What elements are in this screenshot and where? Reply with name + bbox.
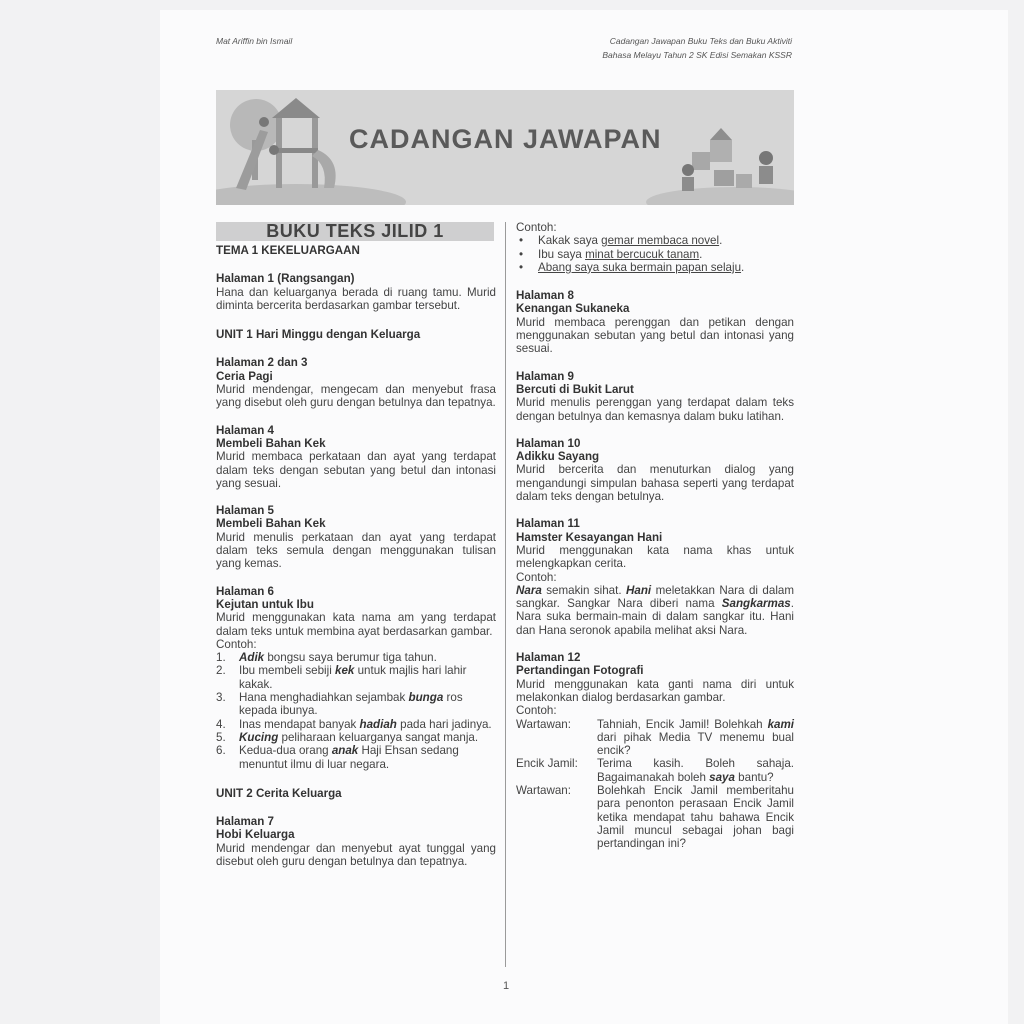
h11-subtitle: Hamster Kesayangan Hani bbox=[516, 530, 663, 544]
dialogue-speaker: Encik Jamil: bbox=[516, 757, 578, 771]
h5-title: Halaman 5 bbox=[216, 504, 274, 518]
left-column bbox=[216, 222, 496, 868]
list-item: 6. Kedua-dua orang anak Haji Ehsan sedang menuntut ilmu di luar negara. bbox=[216, 744, 459, 771]
dialogue-line: Terima kasih. Boleh sahaja. Bagaimanakah boleh saya bantu? bbox=[597, 757, 794, 784]
h12-text: Murid menggunakan kata ganti nama diri untuk melakonkan dialog berdasarkan gambar. bbox=[516, 677, 794, 704]
h1-title: Halaman 1 (Rangsangan) bbox=[216, 272, 355, 286]
h4-title: Halaman 4 bbox=[216, 423, 274, 437]
h6-text: Murid menggunakan kata nama am yang terdapat dalam teks untuk membina ayat berdasarkan gambar. bbox=[216, 611, 496, 638]
h2-subtitle: Ceria Pagi bbox=[216, 369, 273, 383]
bullet-list bbox=[516, 234, 794, 274]
dialogue-line: Tahniah, Encik Jamil! Bolehkah kami dari pihak Media TV menemu bual encik? bbox=[597, 717, 794, 758]
list-item: 2. Ibu membeli sebiji kek untuk majlis hari lahir kakak. bbox=[216, 664, 467, 691]
h8-title: Halaman 8 bbox=[516, 289, 574, 303]
h6-subtitle: Kejutan untuk Ibu bbox=[216, 597, 314, 611]
header-author: Mat Ariffin bin Ismail bbox=[216, 36, 293, 46]
list-item: 4. Inas mendapat banyak hadiah pada hari jadinya. bbox=[216, 717, 492, 731]
banner bbox=[216, 90, 794, 205]
contoh-label: Contoh: bbox=[516, 221, 557, 234]
h9-subtitle: Bercuti di Bukit Larut bbox=[516, 382, 634, 396]
contoh-label: Contoh: bbox=[516, 704, 557, 718]
h7-subtitle: Hobi Keluarga bbox=[216, 828, 295, 842]
list-item: • Abang saya suka bermain papan selaju. bbox=[519, 260, 745, 274]
column-divider bbox=[505, 222, 506, 967]
tema-heading: TEMA 1 KEKELUARGAAN bbox=[216, 244, 360, 257]
list-item: • Ibu saya minat bercucuk tanam. bbox=[519, 247, 703, 261]
list-item: • Kakak saya gemar membaca novel. bbox=[519, 234, 723, 248]
h11-example: Nara semakin sihat. Hani meletakkan Nara di dalam sangkar. Sangkar Nara diberi nama Sangkarmas. Nara suka bermain-main di dalam sangkar itu. Hani dan Hana seronok apabila melihat aksi Nara. bbox=[516, 583, 794, 637]
h8-subtitle: Kenangan Sukaneka bbox=[516, 302, 630, 316]
h7-text: Murid mendengar dan menyebut ayat tunggal yang disebut oleh guru dengan betulnya dan tepatnya. bbox=[216, 841, 496, 868]
unit2-heading: UNIT 2 Cerita Keluarga bbox=[216, 786, 342, 800]
h5-subtitle: Membeli Bahan Kek bbox=[216, 517, 326, 531]
banner-title: CADANGAN JAWAPAN bbox=[349, 124, 662, 154]
h9-text: Murid menulis perenggan yang terdapat dalam teks dengan betulnya dan kemasnya dalam buku latihan. bbox=[516, 396, 794, 423]
h1-text: Hana dan keluarganya berada di ruang tamu. Murid diminta bercerita berdasarkan gambar tersebut. bbox=[216, 285, 496, 312]
h6-title: Halaman 6 bbox=[216, 584, 274, 598]
header-title-line2: Bahasa Melayu Tahun 2 SK Edisi Semakan KSSR bbox=[602, 50, 792, 60]
h8-text: Murid membaca perenggan dan petikan dengan menggunakan sebutan yang betul dan intonasi yang sesuai. bbox=[516, 315, 794, 356]
h4-text: Murid membaca perkataan dan ayat yang terdapat dalam teks dengan sebutan yang betul dan intonasi yang sesuai. bbox=[216, 450, 496, 490]
h9-title: Halaman 9 bbox=[516, 369, 574, 383]
h4-subtitle: Membeli Bahan Kek bbox=[216, 436, 326, 450]
list-item: 3. Hana menghadiahkan sejambak bunga ros kepada ibunya. bbox=[216, 691, 463, 718]
h11-title: Halaman 11 bbox=[516, 517, 580, 531]
dialogue-speaker: Wartawan: bbox=[516, 783, 571, 797]
h10-text: Murid bercerita dan menuturkan dialog yang mengandungi simpulan bahasa seperti yang terdapat dalam teks dengan betulnya. bbox=[516, 463, 794, 504]
h2-text: Murid mendengar, mengecam dan menyebut frasa yang disebut oleh guru dengan betulnya dan tepatnya. bbox=[216, 383, 496, 410]
example-list bbox=[216, 651, 496, 771]
h10-subtitle: Adikku Sayang bbox=[516, 450, 600, 464]
dialogue-speaker: Wartawan: bbox=[516, 717, 571, 731]
right-column bbox=[516, 221, 794, 850]
dialogue bbox=[516, 718, 794, 851]
h12-title: Halaman 12 bbox=[516, 651, 581, 665]
list-item: 5. Kucing peliharaan keluarganya sangat manja. bbox=[216, 730, 479, 744]
h2-title: Halaman 2 dan 3 bbox=[216, 356, 308, 370]
header-title bbox=[602, 34, 792, 62]
list-item: 1. Adik bongsu saya berumur tiga tahun. bbox=[216, 651, 437, 665]
section-box-title: BUKU TEKS JILID 1 bbox=[216, 222, 494, 241]
h11-text: Murid menggunakan kata nama khas untuk melengkapkan cerita. bbox=[516, 543, 794, 571]
h5-text: Murid menulis perkataan dan ayat yang terdapat dalam teks semula dengan menggunakan tulisan yang kemas. bbox=[216, 530, 496, 571]
dialogue-line: Bolehkah Encik Jamil memberitahu para penonton perasaan Encik Jamil ketika mendapat tahu bahawa Encik Jamil muncul sebagai johan bagi pertandingan ini? bbox=[597, 783, 794, 851]
h10-title: Halaman 10 bbox=[516, 436, 581, 450]
page-number: 1 bbox=[503, 980, 510, 992]
contoh-label: Contoh: bbox=[516, 570, 557, 584]
h7-title: Halaman 7 bbox=[216, 815, 274, 829]
contoh-label: Contoh: bbox=[216, 637, 257, 651]
header-title-line1: Cadangan Jawapan Buku Teks dan Buku Aktiviti bbox=[609, 36, 792, 46]
h12-subtitle: Pertandingan Fotografi bbox=[516, 664, 644, 678]
unit1-heading: UNIT 1 Hari Minggu dengan Keluarga bbox=[216, 328, 421, 342]
